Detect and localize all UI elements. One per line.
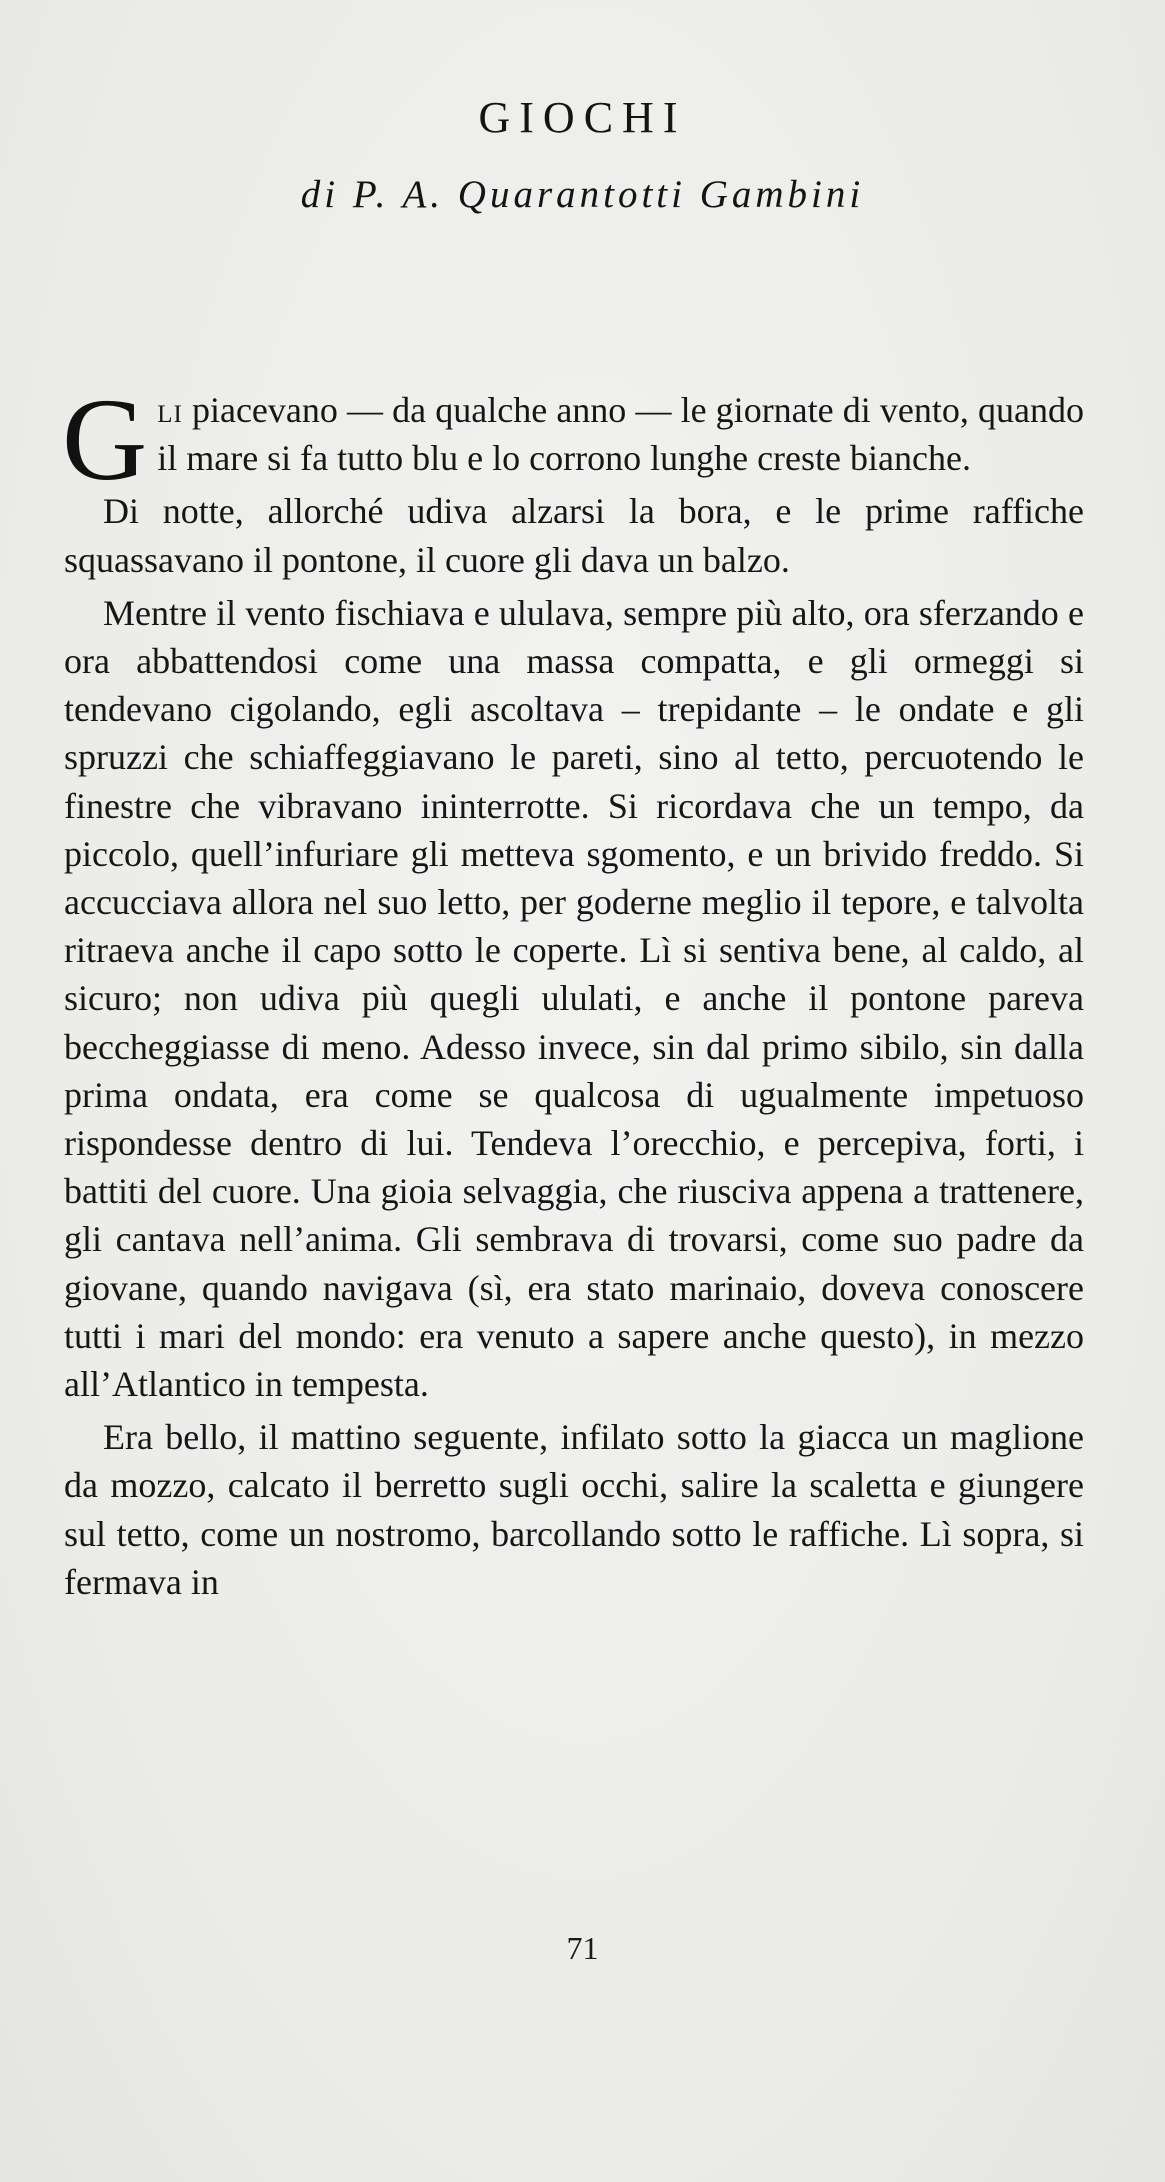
drop-cap: G — [62, 374, 148, 505]
paragraph: Era bello, il mattino seguente, infilato sotto la giacca un maglione da mozzo, calcato il berretto sugli occhi, salire la scaletta e giungere sul tetto, come un nostromo, barcollando sotto le raffiche. Lì sopra, si fermava in — [64, 1417, 1084, 1602]
story-body — [62, 374, 1084, 1611]
opening-paragraph — [62, 374, 1084, 505]
story-title: GIOCHI — [478, 93, 687, 142]
opening-smallcaps: li — [157, 390, 183, 430]
paragraph: Mentre il vento fischiava e ululava, sempre più alto, ora sferzando e ora abbattendosi come una massa compatta, e gli ormeggi si tendevano cigolando, egli ascoltava – trepidante – le ondate e gli spruzzi che schiaffeggiavano le pareti, sino al tetto, percuotendo le finestre che vibravano ininterrotte. Si ricordava che un tempo, da piccolo, quell’infuriare gli metteva sgomento, e un brivido freddo. Si accucciava allora nel suo letto, per goderne meglio il tepore, e talvolta ritraeva anche il capo sotto le coperte. Lì si sentiva bene, al caldo, al sicuro; non udiva più quegli ululati, e anche il pontone pareva beccheggiasse di meno. Adesso invece, sin dal primo sibilo, sin dalla prima ondata, era come se qualcosa di ugualmente impetuoso rispondesse dentro di lui. Tendeva l’orecchio, e percepiva, forti, i battiti del cuore. Una gioia selvaggia, che riusciva appena a trattenere, gli cantava nell’anima. Gli sembrava di trovarsi, come suo padre da giovane, quando navigava (sì, era stato marinaio, doveva conoscere tutti i mari del mondo: era venuto a sapere anche questo), in mezzo all’Atlantico in tempesta. — [64, 592, 1084, 1405]
page-number: 71 — [566, 1930, 599, 1966]
paragraph: Di notte, allorché udiva alzarsi la bora, e le prime raffiche squassavano il pontone, il cuore gli dava un balzo. — [64, 491, 1084, 580]
opening-text: piacevano — da qualche anno — le giornate di vento, quando il mare si fa tutto blu e lo corrono lunghe creste bianche. — [157, 390, 1084, 479]
author-byline: di P. A. Quarantotti Gambini — [300, 173, 865, 216]
